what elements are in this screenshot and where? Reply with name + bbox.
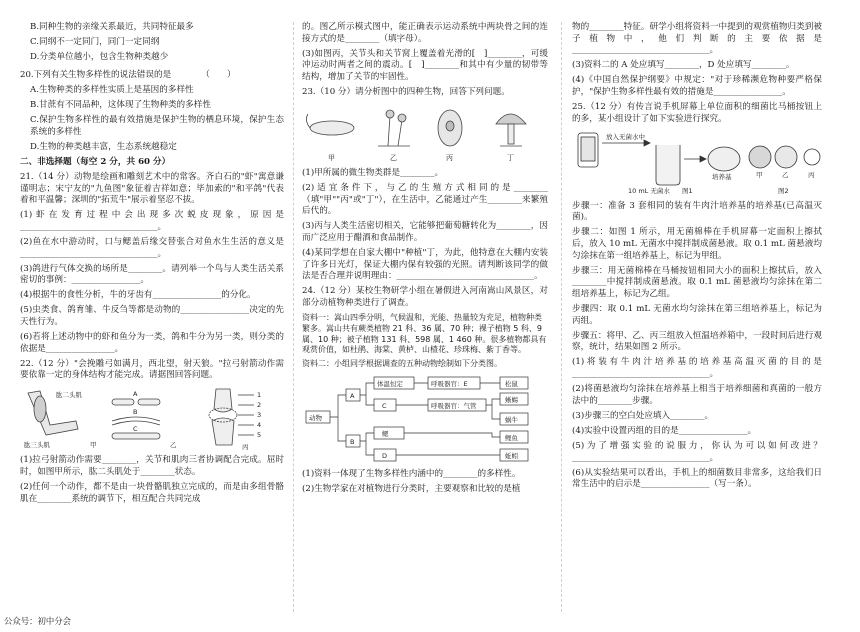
q23-stem: 23.（10 分）请分析图中的四种生物，回答下列问题。	[302, 86, 510, 97]
text-B: B	[350, 438, 355, 447]
label-bing: 丙	[808, 170, 815, 179]
q25-part-3: (3)步骤三的空白处应填入________。	[572, 410, 714, 421]
q25-part-5: (5)为了增强实验的说服力，你认为可以如何改进？________________________________。	[572, 440, 822, 463]
q24-continued: 物的________特征。研学小组将资料一中提到的观赏植物归类到被子植物中，他们判断的主要依据是________________________________。	[572, 22, 822, 56]
animal-classification-tree	[302, 373, 548, 465]
label-A: A	[133, 390, 138, 399]
mold-hypha-1	[388, 116, 390, 146]
edge-B	[360, 433, 374, 455]
phone-screen	[581, 137, 595, 161]
q21-part-6: (6)若将上述动物中的虾和鱼分为一类，鸽和牛分为另一类，则分类的依据是________________。	[20, 332, 284, 354]
label-jia: 甲	[90, 441, 97, 450]
bone-a-right	[138, 399, 160, 405]
text-resp-e: 呼吸器官：E	[431, 380, 468, 389]
edge-A	[360, 383, 374, 405]
label-biceps: 肱二头肌	[56, 391, 82, 400]
q25-step-3: 步骤三：用无菌棉棒在马桶按钮相同大小的面积上擦拭后，放入________中搅拌制成菌悬液。取 0.1 mL 菌悬液均匀涂抹在第二组培养基上，标记为乙组。	[572, 265, 822, 299]
q23-part-4: (4)某同学想在自家大棚中"种植"丁，为此，他特意在大棚内安装了许多日光灯，保证大棚内保有较强的光照。请判断该同学的做法是否合理并说明理由：________________________________。	[302, 248, 548, 282]
label-step: 放入无菌水中	[606, 132, 645, 141]
label-triceps: 肱三头肌	[24, 441, 50, 450]
q25-step-5: 步骤五：将甲、乙、丙三组放入恒温培养箱中，一段时间后进行观察，统计，结果如图 2 所示。	[572, 330, 822, 353]
q25-part-1: (1)将装有牛肉汁培养基的培养基高温灭菌的目的是________________________________。	[572, 357, 822, 379]
label-ding: 丁	[507, 154, 514, 163]
q20-option-b: B.甘蔗有不同品种，这体现了生物种类的多样性	[30, 99, 211, 110]
label-2: 2	[257, 401, 262, 410]
q24-part-3: (3)资料二的 A 处应填写________，D 处应填写________。	[572, 60, 795, 71]
result-dish-bing	[804, 149, 820, 165]
q22-part-3: (3)如图丙，关节头和关节窝上覆盖着光滑的[ ]________，可缓冲运动时两者之间的震动。[ ]________和其中有少量的韧带等结构，增加了关节的牢固性。	[302, 48, 548, 82]
q22-continued: 的。图乙所示模式图中，能正确表示运动系统中两块骨之间的连接方式的是________（填字母）。	[302, 22, 548, 44]
label-fig2: 图2	[778, 186, 789, 195]
text-resp-trachea: 呼吸器官：气管	[431, 402, 477, 411]
q22-stem: 22.（12 分）"会挽雕弓如满月，西北望，射天狼。"拉弓射箭动作需要依靠一定的身体结构才能完成。请据图回答问题。	[20, 358, 284, 381]
q24-stem: 24.（12 分）某校生物研学小组在暑假进入河南嵩山风景区，对部分动植物种类进行了调查。	[302, 286, 548, 308]
column-2	[302, 22, 548, 499]
bone-c	[112, 433, 160, 439]
q23-figure	[302, 102, 548, 164]
flagellum-shape	[306, 114, 310, 128]
label-yi: 乙	[170, 441, 177, 450]
mushroom-stem	[508, 124, 514, 144]
label-4: 4	[257, 421, 262, 430]
bacterium-shape	[310, 121, 354, 135]
joint-head	[214, 389, 232, 412]
q20-stem: 20.下列有关生物多样性的说法错误的是 （ ）	[20, 69, 236, 80]
text-A: A	[350, 392, 355, 401]
q21-part-1: (1)虾在发育过程中会出现多次蜕皮现象，原因是________________________________。	[20, 210, 284, 232]
q21-stem: 21.（14 分）动物是绘画和雕刻艺术中的常客。齐白石的"虾"寓意谦谨明志；宋宁友的"九鱼图"象征着吉祥如意；毕加索的"和平鸽"代表着和平温馨；深圳的"拓荒牛"展示着坚忍不拔。	[20, 171, 284, 206]
label-1: 1	[257, 391, 262, 400]
result-dish-yi	[775, 146, 797, 168]
q21-part-2: (2)鱼在水中游动时，口与鳃盖后缘交替张合对鱼水生生活的意义是________________________________。	[20, 236, 284, 259]
label-bing: 丙	[446, 154, 453, 163]
text-body-temp: 体温恒定	[377, 380, 403, 389]
label-volume: 10 mL 无菌水	[628, 186, 670, 195]
text-animal-1: 松鼠	[505, 380, 518, 389]
q21-part-3: (3)鸽进行气体交换的场所是________。请列举一个鸟与人类生活关系密切的事例：________________。	[20, 263, 284, 286]
label-jia: 甲	[756, 170, 763, 179]
label-plate: 培养基	[712, 172, 732, 181]
footer-watermark: 公众号：初中分会	[4, 615, 71, 626]
q20-option-c: C.保护生物多样性的最有效措施是保护生物的栖息环境，保护生态系统的多样性	[30, 115, 284, 137]
four-organisms-diagram	[302, 102, 548, 164]
node-gill	[374, 427, 404, 439]
q25-part-6: (6)从实验结果可以看出，手机上的细菌数目非常多，这给我们日常生活中的启示是________________（写一条）。	[572, 467, 822, 490]
arrow-head-2	[700, 156, 706, 162]
column-3	[572, 22, 822, 494]
bone-a-left	[112, 399, 134, 405]
text-animal-3: 蜗牛	[505, 416, 518, 425]
label-yi: 乙	[390, 154, 397, 163]
text-root: 动物	[309, 414, 322, 423]
q24-material-1: 资料一：嵩山四季分明，气候温和，光能、热量较为充足，植物种类繁多。嵩山共有蕨类植物 21 科、36 属、70 种；裸子植物 5 科、9 属、10 种；被子植物 131 科、598 属、1 460 种。很多植物都具有观赏价值，如杜鹃、海棠、黄栌、山楂花、珍珠梅、紫丁香等。	[302, 313, 547, 355]
text-C: C	[382, 402, 387, 411]
text-animal-5: 蚯蚓	[505, 452, 518, 461]
text-D: D	[382, 452, 388, 461]
text-gill: 鳃	[382, 430, 389, 439]
q22-part-2: (2)任何一个动作，都不是由一块骨骼肌独立完成的，而是由多组骨骼肌在________系统的调节下，相互配合共同完成	[20, 482, 284, 504]
q22-part-1: (1)拉弓射箭动作需要________，关节和肌肉三者协调配合完成。屈时时，如图甲所示，肱二头肌处于________状态。	[20, 455, 284, 478]
q25-step-1: 步骤一：准备 3 套相同的装有牛肉汁培养基的培养基(已高温灭菌)。	[572, 200, 822, 223]
arm-joint-diagram	[20, 385, 284, 451]
mold-sporangium-2	[398, 114, 406, 122]
text-animal-4: 鲤鱼	[505, 434, 518, 443]
yeast-nucleus	[446, 121, 454, 131]
q24-part-4: (4)《中国自然保护纲要》中规定："对于珍稀濒危物种要严格保护，"保护生物多样性最有效的措施是________________。	[572, 75, 822, 97]
q19-option-d: D.分类单位越小，包含生物种类越少	[30, 52, 169, 63]
q25-figure	[572, 129, 822, 197]
q21-part-5: (5)虫类食、鸽育雏、牛反刍等都是动物的________________决定的先天性行为。	[20, 305, 284, 327]
column-divider-2	[561, 22, 562, 612]
q24-part-2: (2)生物学家在对植物进行分类时，主要观察和比较的是植	[302, 484, 521, 495]
q24-classification-figure	[302, 373, 548, 465]
label-5: 5	[257, 431, 262, 440]
section-2-heading: 二、非选择题（每空 2 分，共 60 分）	[20, 157, 171, 168]
column-divider-1	[293, 22, 294, 612]
q23-part-2: (2)适宜条件下，与乙的生殖方式相同的是________（填"甲""丙"或"丁"），在生活中，乙能通过产生________来繁殖后代的。	[302, 183, 548, 217]
q23-part-1: (1)甲所属的微生物类群是________。	[302, 168, 444, 179]
edge-right-2	[396, 433, 500, 455]
edge-root	[330, 395, 346, 441]
q25-part-2: (2)将菌悬液均匀涂抹在培养基上相当于培养细菌和真菌的一般方法中的________步骤。	[572, 384, 822, 406]
result-dish-jia	[749, 146, 771, 168]
test-tube	[656, 145, 680, 185]
label-bing: 丙	[242, 443, 249, 452]
q23-part-3: (3)丙与人类生活密切相关，它能够把葡萄糖转化为________，因而广泛应用于醋酒和食品制作。	[302, 221, 548, 244]
petri-dish-fig1	[708, 147, 740, 171]
label-jia: 甲	[328, 154, 335, 163]
q25-step-2: 步骤二：如图 1 所示，用无菌棉棒在手机屏幕一定面积上擦拭后，放入 10 mL 无菌水中搅拌制成菌悬液。取 0.1 mL 菌悬液均匀涂抹在第一组培养基上，标记为甲组。	[572, 227, 822, 261]
q19-option-b: B.同种生物的亲缘关系最近，共同特征最多	[30, 22, 194, 32]
label-B: B	[133, 408, 138, 417]
bacteria-experiment-diagram	[572, 129, 822, 197]
label-fig1: 图1	[682, 186, 693, 195]
mushroom-cap	[496, 114, 526, 124]
label-C: C	[133, 425, 138, 434]
mold-sporangium-1	[386, 110, 394, 118]
column-1	[20, 22, 284, 509]
q24-material-2: 资料二：小组同学根据调查的五种动物绘制如下分类图。	[302, 359, 502, 369]
text-animal-2: 蜥蜴	[505, 396, 518, 405]
label-yi: 乙	[782, 170, 789, 179]
biceps-shape	[34, 396, 46, 422]
q24-part-1: (1)资料一体现了生物多样性内涵中的________的多样性。	[302, 469, 521, 480]
q20-option-d: D.生物的种类越丰富，生态系统越稳定	[30, 141, 177, 152]
q25-stem: 25.（12 分）有传言说手机屏幕上单位面积的细菌比马桶按钮上的多，某小组设计了如下实验进行探究。	[572, 102, 822, 124]
q20-option-a: A.生物种类的多样性实质上是基因的多样性	[30, 84, 194, 95]
q22-figure	[20, 385, 284, 451]
mold-hypha-2	[398, 120, 402, 146]
label-3: 3	[257, 411, 262, 420]
q25-part-4: (4)实验中设置丙组的目的是________________。	[572, 425, 757, 436]
joint-b-upper	[112, 417, 160, 421]
q25-step-4: 步骤四：取 0.1 mL 无菌水均匀涂抹在第三组培养基上，标记为丙组。	[572, 304, 822, 326]
q19-option-c: C.同纲不一定同门，同门一定同纲	[30, 37, 160, 48]
q21-part-4: (4)根据牛的食性分析，牛的牙齿有________________的分化。	[20, 290, 256, 301]
